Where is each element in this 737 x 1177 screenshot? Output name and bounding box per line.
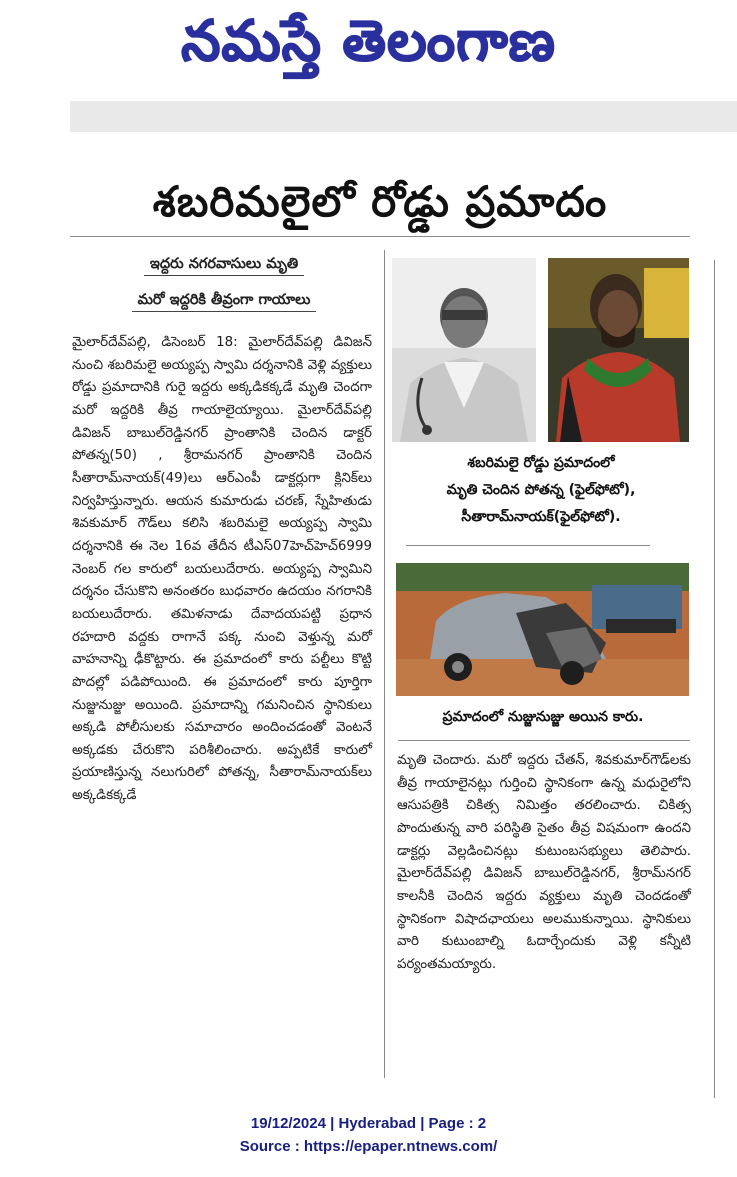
- photo-seetharam-naik: [548, 258, 689, 442]
- car-caption-divider: [398, 740, 690, 741]
- masthead: [0, 2, 737, 82]
- damaged-car-image: [396, 563, 689, 696]
- portrait-man-2-image: [548, 258, 689, 442]
- car-caption: ప్రమాదంలో నుజ్జునుజ్జు అయిన కారు.: [442, 709, 644, 725]
- portrait-man-1-image: [392, 258, 536, 442]
- headline-divider: [70, 236, 690, 237]
- footer-source: Source : https://epaper.ntnews.com/: [239, 1138, 498, 1155]
- subhead-2: మరో ఇద్దరికి తీవ్రంగా గాయాలు: [76, 286, 372, 314]
- page-edge-line: [714, 260, 715, 1098]
- article-body-right: [397, 750, 691, 977]
- subhead-1: ఇద్దరు నగరవాసులు మృతి: [76, 250, 372, 278]
- body-paragraph-right: మృతి చెందారు. మరో ఇద్దరు చేతన్, శివకుమార్‌గౌడ్‌లకు తీవ్ర గాయాలైనట్లు గుర్తించి స్థానికంగా ఉన్న మధురైలోని ఆసుపత్రికి చికిత్స నిమిత్తం తరలించారు. చికిత్స పొందుతున్న వారి పరిస్థితి సైతం తీవ్ర విషమంగా ఉందని డాక్టర్లు వెల్లడించినట్లు కుటుంబసభ్యులు తెలిపారు. మైలార్‌దేవ్‌పల్లి డివిజన్ బాబుల్‌రెడ్డినగర్, శ్రీరామ్‌నగర్ కాలనీకి చెందిన ఇద్దరు వ్యక్తులు మృతి చెందడంతో స్థానికంగా విషాదఛాయలు అలముకున్నాయి. స్థానికులు వారి కుటుంబాల్ని ఓదార్చేందుకు వెళ్లి కన్నీటి పర్యంతమయ్యారు.: [397, 753, 691, 972]
- portrait-caption: శబరిమలై రోడ్డు ప్రమాదంలో మృతి చెందిన పోతన్న (ఫైల్‌ఫోటో), సీతారామ్‌నాయక్(ఫైల్‌ఫోటో).: [446, 455, 636, 525]
- photo-damaged-car: [396, 563, 689, 696]
- photo-pothanna: [392, 258, 536, 442]
- caption-divider: [406, 545, 650, 546]
- body-paragraph-left: మైలార్‌దేవ్‌పల్లి, డిసెంబర్ 18: మైలార్‌దేవ్‌పల్లి డివిజన్ నుంచి శబరిమలై అయ్యప్ప స్వామి దర్శనానికి వెళ్లి వ్యక్తులు రోడ్డు ప్రమాదానికి గురై ఇద్దరు అక్కడికక్కడే మృతి చెందగా మరో ఇద్దరికి తీవ్ర గాయాలైయ్యాయి. మైలార్‌దేవ్‌పల్లి డివిజన్ బాబుల్‌రెడ్డినగర్ ప్రాంతానికి చెందిన డాక్టర్ పోతన్న(50) , శ్రీరామనగర్ ప్రాంతానికి చెందిన సీతారామ్‌నాయక్(49)లు ఆర్‌ఎంపీ డాక్టర్లుగా క్లినిక్‌లు నిర్వహిస్తున్నారు. ఆయన కుమారుడు చరణ్, స్నేహితుడు శివకుమార్ గౌడ్‌లు కలిసి శబరిమలై అయ్యప్ప స్వామి దర్శనానికి ఈ నెల 16వ తేదీన టీఎస్07హెచ్‌హెచ్6999 నెంబర్ గల కారులో బయలుదేరారు. అయ్యప్ప స్వామిని దర్శనం చేసుకొని అనంతరం బుధవారం ఉదయం నగరానికి బయలుదేరారు. తమిళనాడు దేవాదయపట్టి ప్రధాన రహదారి వద్దకు రాగానే పక్క నుంచి వెళ్తున్న మరో వాహనాన్ని ఢీకొట్టారు. ఈ ప్రమాదంలో కారు పల్టీలు కొట్టి పొదల్లో పడిపోయింది. ఈ ప్రమాదంలో కారు పూర్తిగా నుజ్జునుజ్జు అయింది. ప్రమాదాన్ని గమనించిన స్థానికులు అక్కడి పోలీసులకు సమాచారం అందించడంతో వెంటనే అక్కడకు చేరుకొని పరిశీలించారు. అప్పటికే కారులో ప్రయాణిస్తున్న నలుగురిలో పోతన్న, సీతారామ్‌నాయక్‌లు అక్కడికక్కడే: [72, 335, 372, 804]
- masthead-title: నమస్తే తెలంగాణ: [181, 8, 556, 74]
- footer-dateline: 19/12/2024 | Hyderabad | Page : 2: [250, 1115, 487, 1132]
- column-divider: [384, 250, 385, 1078]
- article-headline: శబరిమలైలో రోడ్డు ప్రమాదం: [152, 177, 608, 226]
- grey-banner: [70, 101, 737, 132]
- article-body-left: [72, 332, 372, 808]
